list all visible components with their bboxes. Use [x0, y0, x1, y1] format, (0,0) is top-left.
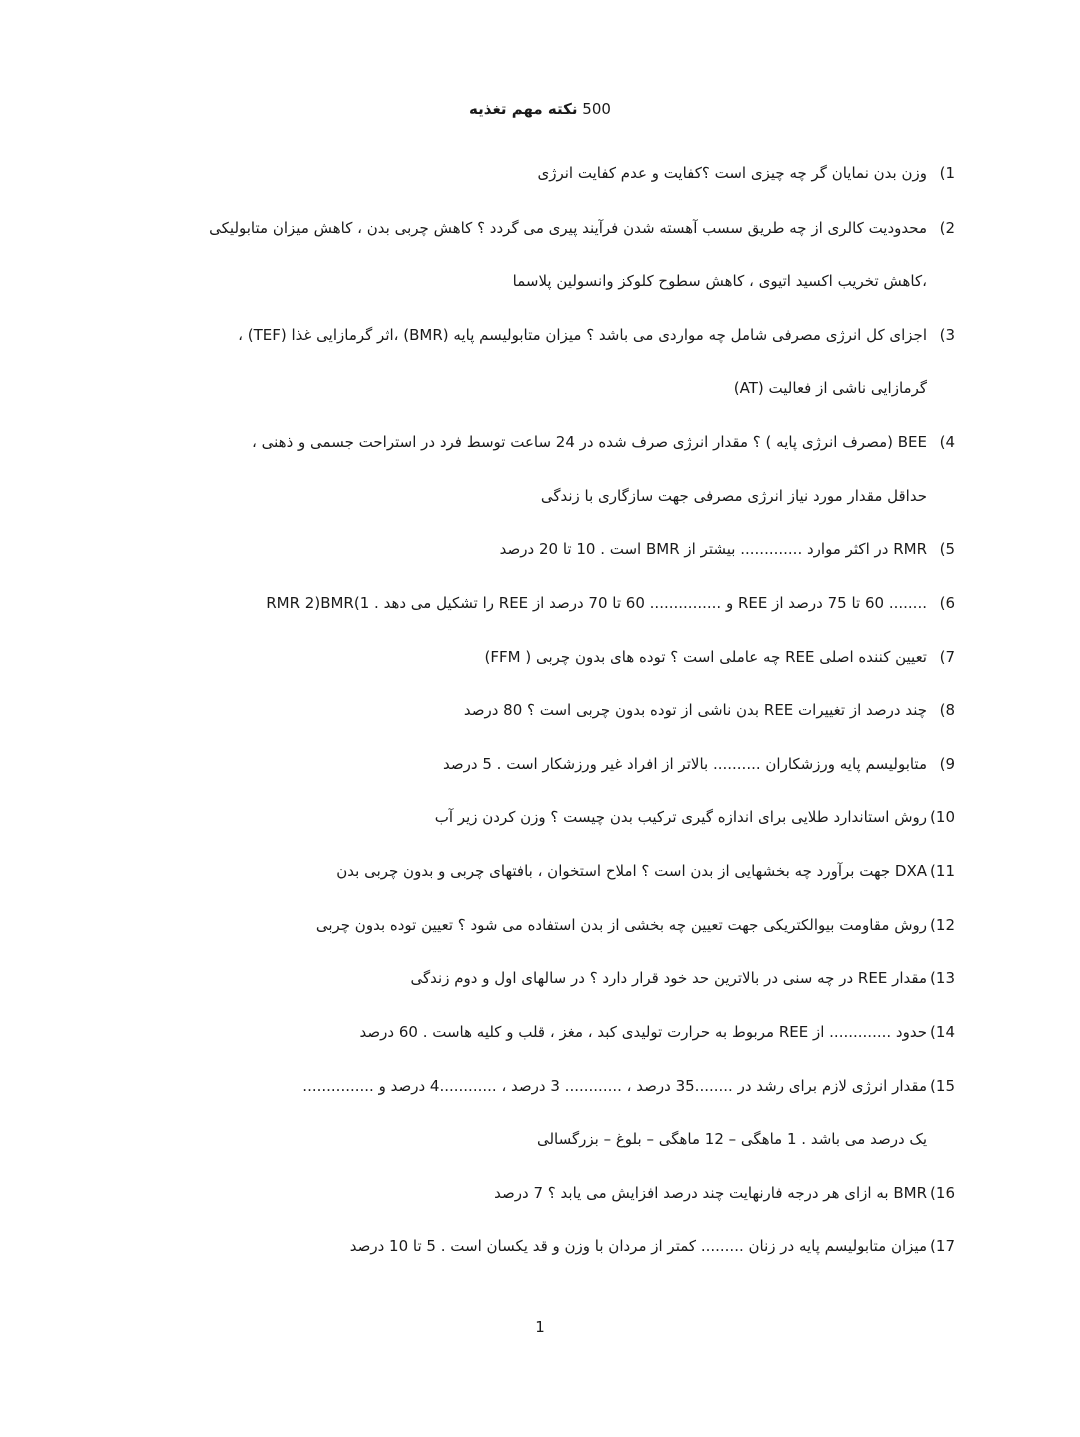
list-item: 14)حدود ............. از REE مربوط به حرارت تولیدی کبد ، مغز ، قلب و کلیه هاست . 60 درصد — [359, 1023, 955, 1041]
list-item: 3)اجزای کل انرژی مصرفی شامل چه مواردی می باشد ؟ میزان متابولیسم پایه (BMR) ،اثر گرمازایی غذا (TEF) ، — [238, 326, 955, 344]
list-item-continuation: یک درصد می باشد . 1 ماهگی – 12 ماهگی – بلوغ – بزرگسالی — [536, 1130, 927, 1148]
page-title — [0, 100, 1080, 118]
list-item: 13)مقدار REE در چه سنی در بالاترین حد خود قرار دارد ؟ در سالهای اول و دوم زندگی — [410, 969, 955, 987]
list-item: 7)تعیین کننده اصلی REE چه عاملی است ؟ توده های بدون چربی ( FFM) — [484, 648, 955, 666]
list-item-continuation: گرمازایی ناشی از فعالیت (AT) — [733, 379, 927, 397]
list-item-continuation: حداقل مقدار مورد نیاز انرژی مصرفی جهت سازگاری با زندگی — [540, 487, 927, 505]
list-item: 16)BMR به ازای هر درجه فارنهایت چند درصد افزایش می یابد ؟ 7 درصد — [494, 1184, 955, 1202]
list-item: 4)BEE (مصرف انرژی پایه ) ؟ مقدار انرژی صرف شده در 24 ساعت توسط فرد در استراحت جسمی و ذهنی ، — [252, 433, 955, 451]
list-item: 10)روش استاندارد طلایی برای اندازه گیری ترکیب بدن چیست ؟ وزن کردن زیر آب — [434, 808, 955, 826]
list-item: 6)........ 60 تا 75 درصد از REE و ............... 60 تا 70 درصد از REE را تشکیل می دهد . 1)RMR 2)BMR — [266, 594, 955, 612]
title-text: نکته مهم تغذیه — [469, 100, 578, 118]
list-item-continuation: ،کاهش تخریب اکسید اتیوی ، کاهش سطوح کلوکز وانسولین پلاسما — [512, 272, 927, 290]
list-item: 2)محدودیت کالری از چه طریق سسب آهسته شدن فرآیند پیری می گردد ؟ کاهش چربی بدن ، کاهش میزان متابولیکی — [209, 219, 955, 237]
list-item: 5)RMR در اکثر موارد ............. بیشتر از BMR است . 10 تا 20 درصد — [499, 540, 955, 558]
list-item: 17)میزان متابولیسم پایه در زنان ......... کمتر از مردان با وزن و قد یکسان است . 5 تا 10 درصد — [349, 1237, 955, 1255]
list-item: 11)DXA جهت برآورد چه بخشهایی از بدن است ؟ املاح استخوان ، بافتهای چربی و بدون چربی بدن — [336, 862, 955, 880]
list-item: 8)چند درصد از تغییرات REE بدن ناشی از توده بدون چربی است ؟ 80 درصد — [463, 701, 955, 719]
list-item: 12)روش مقاومت بیوالکتریکی جهت تعیین چه بخشی از بدن استفاده می شود ؟ تعیین توده بدون چربی — [315, 916, 955, 934]
list-item: 9)متابولیسم پایه ورزشکاران .......... بالاتر از افراد غیر ورزشکار است . 5 درصد — [443, 755, 955, 773]
page-number: 1 — [535, 1318, 545, 1336]
title-number: 500 — [582, 100, 611, 118]
list-item: 15)مقدار انرژی لازم برای رشد در ........35 درصد ، ............ 3 درصد ، ............4 درصد و ............... — [302, 1077, 955, 1095]
list-item: 1)وزن بدن نمایان گر چه چیزی است ؟کفایت و عدم کفایت انرژی — [537, 164, 955, 182]
